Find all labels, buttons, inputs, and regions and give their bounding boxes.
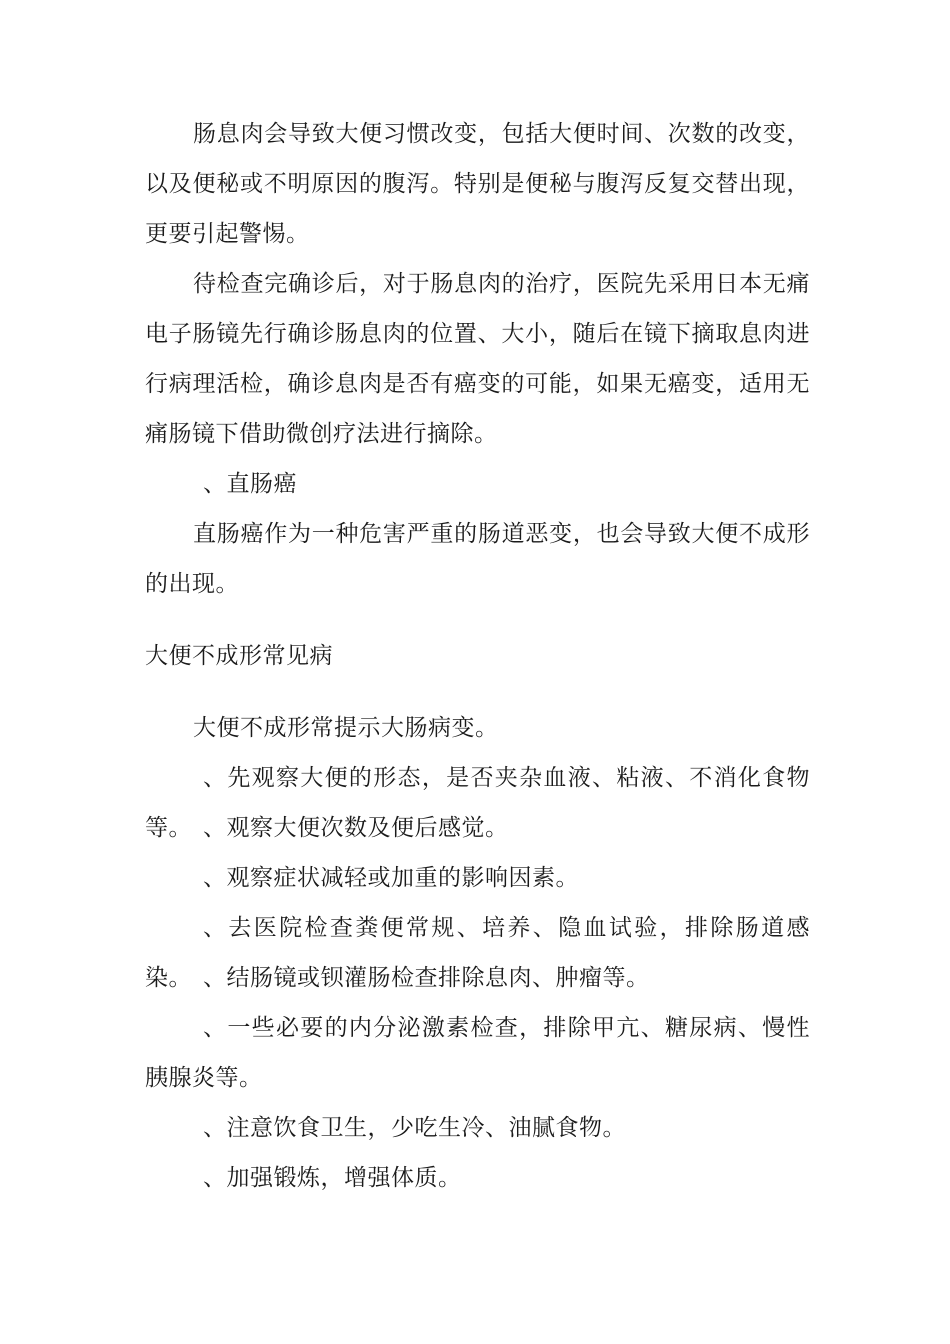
- paragraph-intro: 大便不成形常提示大肠病变。: [193, 715, 499, 741]
- list-item: 、先观察大便的形态，是否夹杂血液、粘液、不消化食物等。: [145, 765, 810, 841]
- list-item: 、观察大便次数及便后感觉。: [203, 815, 509, 841]
- paragraph-polyp-bowel-habits: 肠息肉会导致大便习惯改变，包括大便时间、次数的改变，以及便秘或不明原因的腹泻。特别是便秘与腹泻反复交替出现，更要引起警惕。: [145, 121, 810, 247]
- list-item: 、一些必要的内分泌激素检查，排除甲亢、糖尿病、慢性胰腺炎等。: [145, 1015, 810, 1091]
- list-item: 、去医院检查粪便常规、培养、隐血试验，排除肠道感染。: [145, 915, 810, 991]
- list-item: 、观察症状减轻或加重的影响因素。: [203, 865, 579, 891]
- paragraph-rectal-cancer: 直肠癌作为一种危害严重的肠道恶变，也会导致大便不成形的出现。: [145, 521, 810, 597]
- list-item: 、注意饮食卫生，少吃生冷、油腻食物。: [203, 1115, 626, 1141]
- list-item: 、加强锻炼，增强体质。: [203, 1165, 462, 1191]
- list-item: 、结肠镜或钡灌肠检查排除息肉、肿瘤等。: [203, 965, 650, 991]
- subheading-rectal-cancer: 、直肠癌: [203, 471, 297, 497]
- paragraph-polyp-treatment: 待检查完确诊后，对于肠息肉的治疗，医院先采用日本无痛电子肠镜先行确诊肠息肉的位置、大小，随后在镜下摘取息肉进行病理活检，确诊息肉是否有癌变的可能，如果无癌变，适用无痛肠镜下借助微创疗法进行摘除。: [145, 271, 810, 447]
- section-heading: 大便不成形常见病: [145, 643, 333, 669]
